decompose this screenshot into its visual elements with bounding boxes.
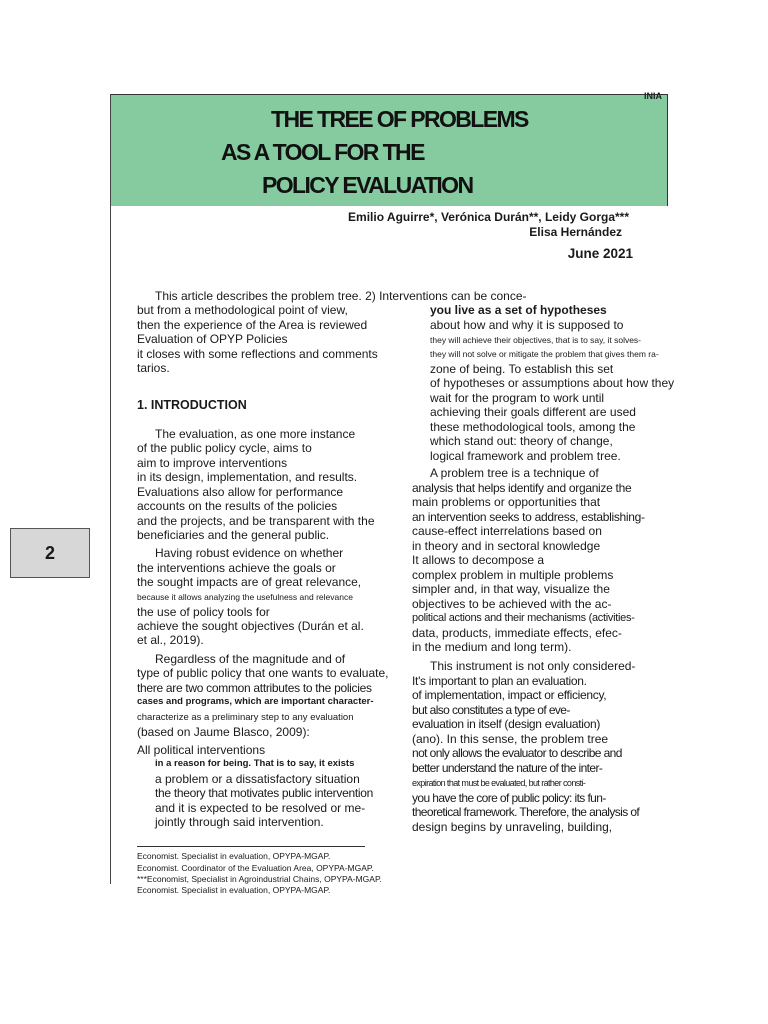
body-line: in its design, implementation, and results. — [137, 470, 358, 484]
body-line: type of public policy that one wants to evaluate, — [137, 666, 389, 680]
body-line: The evaluation, as one more instance — [155, 427, 356, 441]
body-line: in theory and in sectoral knowledge — [412, 539, 601, 553]
body-line: they will not solve or mitigate the problem that gives them ra- — [430, 349, 659, 359]
authors-line-1: Emilio Aguirre*, Verónica Durán**, Leidy Gorga*** — [348, 210, 629, 224]
body-line: et al., 2019). — [137, 633, 204, 647]
body-line: This instrument is not only considered- — [430, 659, 636, 673]
section-heading: 1. INTRODUCTION — [137, 398, 247, 412]
body-line: because it allows analyzing the usefulness and relevance — [137, 592, 353, 602]
body-line: achieving their goals different are used — [430, 405, 636, 419]
body-line: you live as a set of hypotheses — [430, 303, 607, 317]
footnote-rule — [137, 846, 365, 847]
title-line-2: AS A TOOL FOR THE — [221, 139, 424, 165]
body-line: cases and programs, which are important character- — [137, 696, 374, 707]
body-line: the theory that motivates public intervention — [155, 786, 373, 800]
body-line: aim to improve interventions — [137, 456, 288, 470]
footnote: Economist. Specialist in evaluation, OPYPA-MGAP. — [137, 885, 331, 895]
intro-line: tarios. — [137, 361, 170, 375]
body-line: complex problem in multiple problems — [412, 568, 614, 582]
body-line: the use of policy tools for — [137, 605, 270, 619]
body-line: the interventions achieve the goals or — [137, 561, 336, 575]
body-line: data, products, immediate effects, efec- — [412, 626, 622, 640]
body-line: these methodological tools, among the — [430, 420, 636, 434]
body-line: evaluation in itself (design evaluation) — [412, 717, 601, 731]
body-line: of implementation, impact or efficiency, — [412, 688, 607, 702]
body-line: expiration that must be evaluated, but rather consti- — [412, 778, 586, 788]
footnote: Economist. Specialist in evaluation, OPYPA-MGAP. — [137, 851, 331, 861]
body-line: A problem tree is a technique of — [430, 466, 599, 480]
body-line: but also constitutes a type of eve- — [412, 703, 570, 717]
body-line: of the public policy cycle, aims to — [137, 441, 312, 455]
intro-line: Evaluation of OPYP Policies — [137, 332, 288, 346]
body-line: and it is expected to be resolved or me- — [155, 801, 366, 815]
body-line: an intervention seeks to address, establishing- — [412, 510, 645, 524]
body-line: simpler and, in that way, visualize the — [412, 582, 610, 596]
body-line: cause-effect interrelations based on — [412, 524, 602, 538]
body-line: which stand out: theory of change, — [430, 434, 613, 448]
authors-line-2: Elisa Hernández — [529, 225, 622, 239]
body-line: they will achieve their objectives, that is to say, it solves- — [430, 335, 642, 345]
body-line: It's important to plan an evaluation. — [412, 674, 587, 688]
body-line: of hypotheses or assumptions about how they — [430, 376, 675, 390]
body-line: Evaluations also allow for performance — [137, 485, 344, 499]
body-line: wait for the program to work until — [430, 391, 605, 405]
body-line: logical framework and problem tree. — [430, 449, 621, 463]
intro-line: then the experience of the Area is reviewed — [137, 318, 368, 332]
publisher-logo: INIA — [644, 91, 662, 101]
body-line: better understand the nature of the inter- — [412, 761, 603, 775]
title-line-1: THE TREE OF PROBLEMS — [271, 106, 528, 132]
body-line: and the projects, and be transparent with the — [137, 514, 375, 528]
body-line: not only allows the evaluator to describe and — [412, 746, 622, 760]
body-line: characterize as a preliminary step to any evaluation — [137, 712, 354, 723]
title-line-3: POLICY EVALUATION — [262, 172, 473, 198]
body-line: about how and why it is supposed to — [430, 318, 624, 332]
body-line: beneficiaries and the general public. — [137, 528, 330, 542]
body-line: a problem or a dissatisfactory situation — [155, 772, 360, 786]
body-line: you have the core of public policy: its fun- — [412, 791, 606, 805]
publication-date: June 2021 — [567, 246, 633, 261]
footnote: ***Economist, Specialist in Agroindustrial Chains, OPYPA-MGAP. — [137, 874, 382, 884]
body-line: jointly through said intervention. — [155, 815, 324, 829]
body-line: design begins by unraveling, building, — [412, 820, 613, 834]
body-line: political actions and their mechanisms (activities- — [412, 612, 635, 624]
body-line: Having robust evidence on whether — [155, 546, 344, 560]
body-line: theoretical framework. Therefore, the analysis of — [412, 805, 640, 819]
intro-line: This article describes the problem tree. 2) Interventions can be conce- — [155, 289, 527, 303]
page-number: 2 — [44, 542, 55, 563]
body-line: achieve the sought objectives (Durán et al. — [137, 619, 364, 633]
body-line: (ano). In this sense, the problem tree — [412, 732, 609, 746]
body-line: zone of being. To establish this set — [430, 362, 614, 376]
body-line: the sought impacts are of great relevance, — [137, 575, 362, 589]
intro-line: but from a methodological point of view, — [137, 303, 348, 317]
footnote: Economist. Coordinator of the Evaluation Area, OPYPA-MGAP. — [137, 863, 374, 873]
page-number-tab — [10, 528, 90, 578]
intro-line: it closes with some reflections and comments — [137, 347, 378, 361]
body-line: in the medium and long term). — [412, 640, 572, 654]
page-margin-rule — [110, 94, 111, 884]
body-line: All political interventions — [137, 743, 266, 757]
body-line: analysis that helps identify and organize the — [412, 481, 632, 495]
body-line: Regardless of the magnitude and of — [155, 652, 346, 666]
body-line: (based on Jaume Blasco, 2009): — [137, 725, 310, 739]
body-line: main problems or opportunities that — [412, 495, 601, 509]
body-line: there are two common attributes to the policies — [137, 681, 372, 695]
body-line: in a reason for being. That is to say, it exists — [155, 758, 355, 769]
body-line: accounts on the results of the policies — [137, 499, 338, 513]
body-line: It allows to decompose a — [412, 553, 545, 567]
body-line: objectives to be achieved with the ac- — [412, 597, 612, 611]
